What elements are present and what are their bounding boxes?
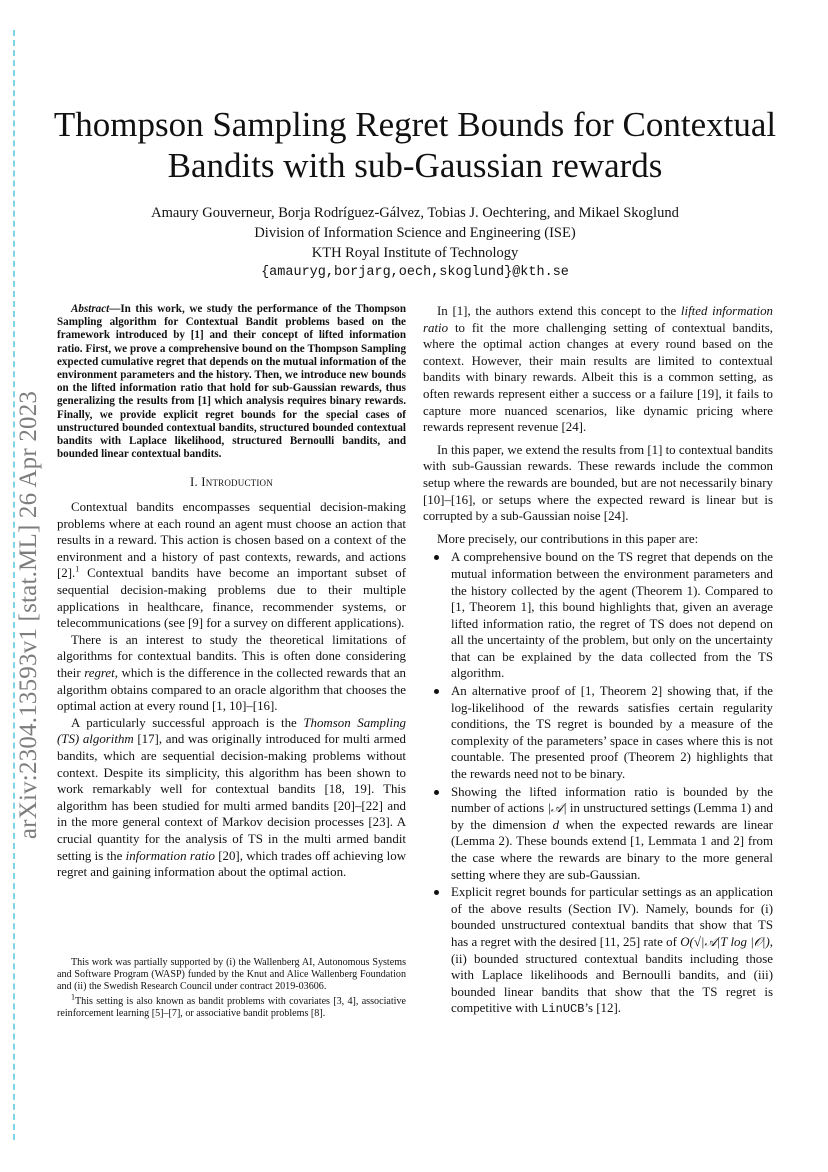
- contribution-item: An alternative proof of [1, Theorem 2] showing that, if the log-likelihood of the rewards satisfies certain regularity conditions, the TS regret is bounded by a measure of the complexity of the parameters’ space in cases where this is not countable. The presented proof (Theorem 2) highlights that the rewards need not to be binary.: [451, 684, 773, 782]
- author-emails: {amauryg,borjarg,oech,skoglund}@kth.se: [261, 265, 569, 280]
- intro-p2-emphasis: regret: [84, 665, 115, 680]
- contribution-item: [451, 784, 773, 884]
- intro-p3-emphasis-ir: information ratio: [125, 848, 215, 863]
- math-regret-rate: O(√|𝒜|T log |𝒪|): [680, 934, 770, 949]
- contribution-4-text-a: Explicit regret bounds for particular settings as an application of the above results (Section IV). Namely, bounds for (i) bounded unstructured contextual bandits that show that TS has a regret with the desired [11, 25] rate of: [451, 885, 773, 949]
- abstract: [57, 303, 406, 461]
- contribution-3-text-c: when the expected rewards are linear (Lemma 2). These bounds extend [1, Lemmata 1 and 2] from the case where the rewards are binary to the more general setting where they are sub-Gaussian.: [451, 817, 773, 882]
- footnote-1-mark: 1: [71, 992, 75, 1002]
- arxiv-identifier-text: arXiv:2304.13593v1 [stat.ML] 26 Apr 2023: [15, 390, 43, 840]
- intro-paragraph-2: [57, 632, 406, 715]
- right-p1-text-b: to fit the more challenging setting of contextual bandits, where the optimal action changes at every round based on the context. However, their main results are limited to contextual bandits with binary rewards. Albeit this is a common setting, as often rewards represent either a success or a failure [19], it fails to capture more nuanced scenarios, like dynamic pricing where rewards represent revenue [24].: [423, 320, 773, 435]
- contribution-item: A comprehensive bound on the TS regret that depends on the mutual information between the environment parameters and the history collected by the agent (Theorem 1). Compared to [1, Theorem 1], this bound highlights that, given an average lifted information ratio, the regret of TS does not depend on all the uncertainty of the problem, but only on the uncertainty that can be explained by the data collected from the TS algorithm.: [451, 550, 773, 681]
- author-block: [40, 203, 790, 283]
- contributions-list: [423, 549, 773, 1018]
- section-title: Introduction: [201, 475, 273, 490]
- intro-p3-emphasis-ts: Thomson Sampling (TS) algorithm: [57, 715, 406, 747]
- author-institute: KTH Royal Institute of Technology: [311, 245, 519, 261]
- code-linucb: LinUCB: [541, 1002, 585, 1017]
- contribution-4-text-b: , (ii) bounded structured contextual bandits including those with Laplace likelihoods and Bernoulli bandits, and (iii) bounded linear bandits that show that the TS regret is competitive with: [451, 934, 773, 1016]
- right-p1-emphasis: lifted information ratio: [423, 304, 774, 335]
- right-paragraph-3: More precisely, our contributions in this paper are:: [437, 531, 699, 546]
- contribution-item: [451, 884, 773, 1018]
- left-column: [57, 303, 406, 881]
- funding-note: This work was partially supported by (i) the Wallenberg AI, Autonomous Systems and Software Program (WASP) funded by the Knut and Alice Wallenberg Foundation and (ii) the Swedish Research Council under contract 2019-03606.: [57, 957, 406, 993]
- abstract-label: Abstract: [71, 303, 110, 315]
- intro-p3-text-c: [20], which trades off achieving low regret and gaining information about the optimal action.: [57, 848, 407, 880]
- right-p1-text-a: In [1], the authors extend this concept to the: [437, 304, 681, 318]
- footnote-1-text: This setting is also known as bandit problems with covariates [3, 4], associative reinforcement learning [5]–[7], or associative bandit problems [8].: [57, 995, 406, 1019]
- intro-p3-text-b: [17], and was originally introduced for multi armed bandits, which are sequential decision-making problems without context. Despite its simplicity, this algorithm has been shown to work remarkably well for contextual bandits [18, 19]. This algorithm has been studied for multi armed bandits [20]–[22] and in the more general context of Markov decision processes [23]. A crucial quantity for the analysis of TS in the multi armed bandit setting is the: [57, 732, 407, 863]
- intro-p2-text-b: , which is the difference in the collected rewards that an algorithm obtains compared to an oracle algorithm that chooses the optimal action at every round [1, 10]–[16].: [57, 665, 406, 714]
- footnote-1: [57, 992, 406, 1020]
- contribution-3-text-a: Showing the lifted information ratio is bounded by the number of actions: [451, 784, 773, 816]
- right-column: [423, 303, 773, 1019]
- intro-p1-text-b: Contextual bandits have become an important subset of sequential decision-making problems due to their multiple applications in healthcare, finance, recommender systems, or telecommunications (see [9] for a survey on different applications).: [57, 566, 406, 631]
- footnote-mark-1: 1: [75, 565, 80, 575]
- intro-p3-text-a: A particularly successful approach is the: [71, 715, 304, 730]
- contribution-3-text-b: in unstructured settings (Lemma 1) and by the dimension: [451, 801, 774, 832]
- section-number: I.: [190, 475, 202, 490]
- paper-title: Thompson Sampling Regret Bounds for Contextual Bandits with sub-Gaussian rewards: [53, 105, 777, 185]
- right-paragraph-2: In this paper, we extend the results from [1] to contextual bandits with sub-Gaussian rewards. These rewards include the common setup where the rewards are bounded, but are not necessarily binary [10]–[16], or setups where the expected reward is linear but is corrupted by a sub-Gaussian noise [24].: [423, 442, 773, 524]
- math-action-set-size: |𝒜|: [547, 801, 567, 816]
- intro-p2-text-a: There is an interest to study the theoretical limitations of algorithms for contextual bandits. This is often done considering their: [57, 632, 406, 680]
- right-paragraph-1: [423, 303, 773, 436]
- author-names: Amaury Gouverneur, Borja Rodríguez-Gálvez, Tobias J. Oechtering, and Mikael Skoglund: [151, 205, 679, 221]
- author-division: Division of Information Science and Engineering (ISE): [254, 225, 576, 241]
- intro-p1-text-a: Contextual bandits encompasses sequential decision-making problems where at each round an agent must choose an action that results in a reward. This action is chosen based on a context of the environment and a history of past contexts, rewards, and actions [2].: [57, 500, 406, 581]
- intro-paragraph-1: [57, 499, 406, 632]
- section-heading-introduction: [57, 474, 406, 491]
- arxiv-identifier: [6, 335, 52, 895]
- footnotes: [57, 957, 406, 1022]
- intro-paragraph-3: [57, 715, 406, 881]
- math-dimension: d: [552, 817, 560, 832]
- contribution-4-text-c: ’s [12].: [584, 1001, 621, 1016]
- abstract-text: —In this work, we study the performance of the Thompson Sampling algorithm for Contextual Bandit problems based on the framework introduced by [1] and their concept of lifted information ratio. First, we prove a comprehensive bound on the Thompson Sampling expected cumulative regret that depends on the mutual information of the environment parameters and the history. Then, we introduce new bounds on the lifted information ratio that hold for sub-Gaussian rewards, thus generalizing the results from [1] which analysis requires binary rewards. Finally, we provide explicit regret bounds for the special cases of unstructured bounded contextual bandits, structured bounded contextual bandits with Laplace likelihood, structured Bernoulli bandits, and bounded linear contextual bandits.: [57, 303, 407, 461]
